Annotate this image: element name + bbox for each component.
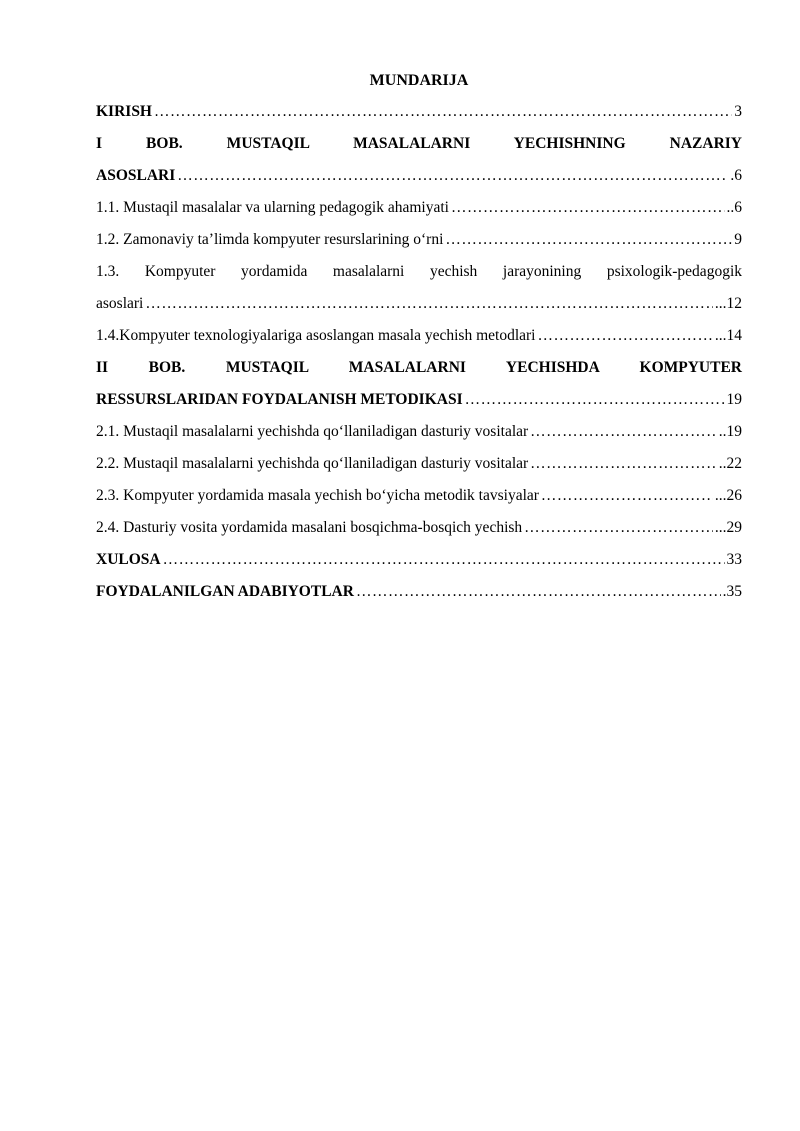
dot-leader: [530, 448, 717, 480]
dot-leader: [445, 224, 732, 256]
toc-entry-label: 1.4.Kompyuter texnologiyalariga asoslangan masala yechish metodlari: [96, 327, 536, 344]
toc-entry-page: ...12: [714, 295, 742, 312]
toc-entry-page: .35: [722, 583, 742, 600]
toc-entry-label: XULOSA: [96, 551, 161, 568]
toc-entry-page: ..19: [718, 423, 742, 440]
toc-entry-kirish: [96, 96, 742, 128]
toc-entry-xulosa: [96, 544, 742, 576]
toc-entry-line1: II BOB. MUSTAQIL MASALALARNI YECHISHDA KOMPYUTER: [96, 359, 742, 376]
toc-entry-line1: 1.3. Kompyuter yordamida masalalarni yechish jarayonining psixologik-pedagogik: [96, 263, 742, 280]
toc-entry-label: 1.1. Mustaqil masalalar va ularning pedagogik ahamiyati: [96, 199, 449, 216]
dot-leader: [177, 160, 728, 192]
toc-entry-s2-2: [96, 448, 742, 480]
dot-leader: [541, 480, 713, 512]
toc-entry-page: 33: [726, 551, 742, 568]
toc-entry-s2-4: [96, 512, 742, 544]
dot-leader: [154, 96, 732, 128]
toc-entry-label: 2.2. Mustaqil masalalarni yechishda qo‘llaniladigan dasturiy vositalar: [96, 455, 529, 472]
toc-entry-label: 2.1. Mustaqil masalalarni yechishda qo‘llaniladigan dasturiy vositalar: [96, 423, 529, 440]
dot-leader: [145, 288, 713, 320]
toc-entry-page: ..6: [726, 199, 742, 216]
dot-leader: [524, 512, 713, 544]
dot-leader: [530, 416, 717, 448]
toc-entry-label: RESSURSLARIDAN FOYDALANISH METODIKASI: [96, 391, 463, 408]
toc-entry-label: 1.2. Zamonaviy ta’limda kompyuter resurslarining o‘rni: [96, 231, 444, 248]
toc-entry-s1-3: [96, 256, 742, 320]
toc-entry-label: 2.3. Kompyuter yordamida masala yechish bo‘yicha metodik tavsiyalar: [96, 487, 539, 504]
toc-entry-bob2: [96, 352, 742, 416]
toc-entry-page: 19: [726, 391, 742, 408]
toc-entry-label: ASOSLARI: [96, 167, 176, 184]
toc-entry-page: 3: [734, 103, 742, 120]
dot-leader: [451, 192, 725, 224]
dot-leader: [356, 576, 721, 608]
toc-entry-line1: I BOB. MUSTAQIL MASALALARNI YECHISHNING NAZARIY: [96, 135, 742, 152]
toc-entry-page: ..22: [718, 455, 742, 472]
toc-entry-page: .6: [730, 167, 742, 184]
toc-entry-s1-4: [96, 320, 742, 352]
toc-entry-label: FOYDALANILGAN ADABIYOTLAR: [96, 583, 354, 600]
toc-entry-s2-3: [96, 480, 742, 512]
table-of-contents: [96, 66, 742, 608]
toc-entry-page: ...26: [714, 487, 742, 504]
toc-entry-page: ...29: [714, 519, 742, 536]
toc-entry-page: 9: [734, 231, 742, 248]
toc-entry-label: asoslari: [96, 295, 144, 312]
toc-entry-s2-1: [96, 416, 742, 448]
toc-entry-s1-2: [96, 224, 742, 256]
toc-entry-bob1: [96, 128, 742, 192]
dot-leader: [163, 544, 725, 576]
dot-leader: [537, 320, 712, 352]
toc-title: MUNDARIJA: [369, 72, 469, 89]
toc-entry-adabiyotlar: [96, 576, 742, 608]
toc-entry-label: 2.4. Dasturiy vosita yordamida masalani bosqichma-bosqich yechish: [96, 519, 523, 536]
dot-leader: [465, 384, 725, 416]
toc-entry-label: KIRISH: [96, 103, 152, 120]
toc-entry-s1-1: [96, 192, 742, 224]
toc-entry-page: ...14: [714, 327, 742, 344]
